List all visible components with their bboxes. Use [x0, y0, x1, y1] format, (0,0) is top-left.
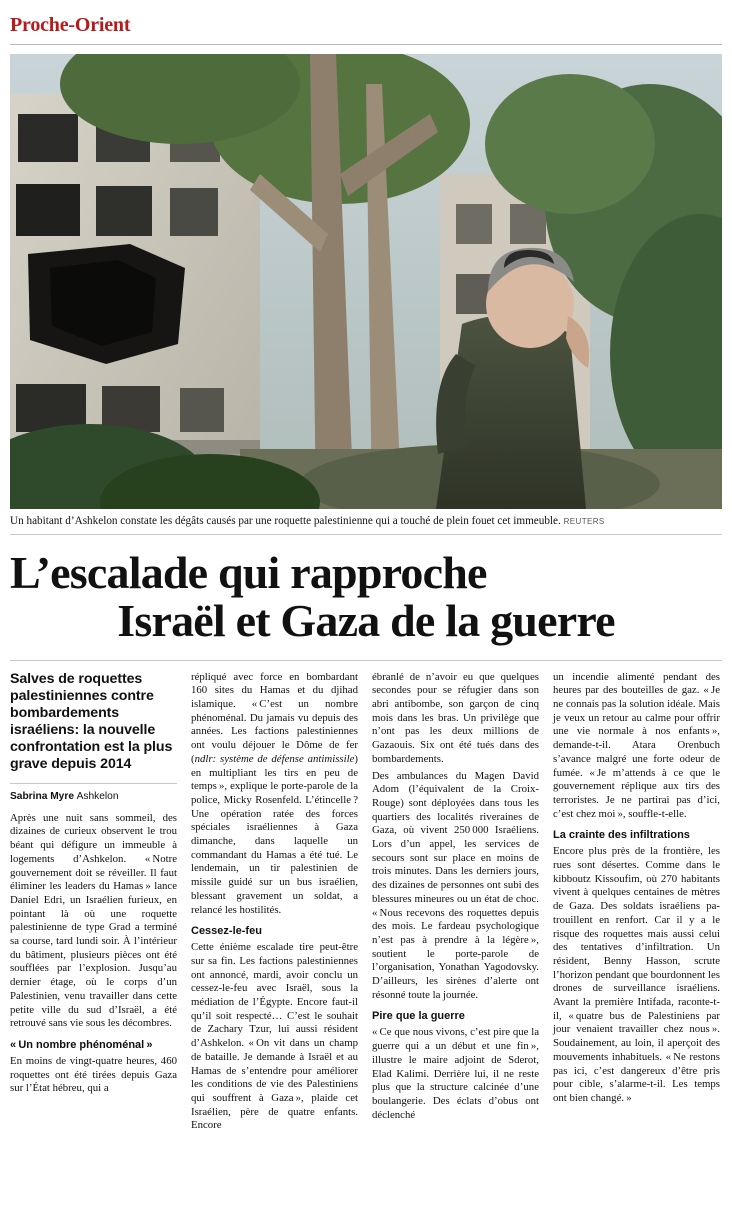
subhead: Cessez-le-feu [191, 925, 262, 938]
headline-line-1: L’escalade qui rapproche [10, 547, 487, 598]
standfirst: Salves de roquettes palestiniennes contre bombardements israéliens: la nouvelle confrontation est la plus grave depuis 2014 [10, 670, 173, 772]
byline-location: Ashkelon [76, 790, 119, 802]
paragraph: Des ambulances du Magen David Adom (l’équivalent de la Croix-Rouge) sont déployées dans tous les quartiers des localités riveraines de Gaza, où vivent 250 000 Israéliens. Lors d’un appel, les services de secours sont sur place en moins de trois minutes. Dans les derniers jours, des dizaines de personnes ont subi des blessures mineures ou un état de choc. « Nous recevons des roquettes depuis des mois. Le fardeau psychologique n’est pas à prendre à la légère », soutient le porte-parole de l’organisation, Yonathan Yagodovsky. D’ailleurs, les sirènes d’alerte ont résonné toute la journée. [372, 769, 539, 1001]
subhead: La crainte des infiltrations [553, 829, 690, 842]
subhead: « Un nombre phénoménal » [10, 1038, 153, 1051]
photo-credit: REUTERS [563, 517, 605, 526]
photo-caption-text: Un habitant d’Ashkelon constate les dégâts causés par une roquette palestinienne qui a touché de plein fouet cet immeuble. [10, 515, 561, 527]
column-1 [10, 671, 177, 1133]
paragraph: En moins de vingt-quatre heures, 460 roquettes ont été tirées depuis Gaza sur l’État hébreu, qui a [10, 1054, 177, 1095]
column-2 [191, 671, 358, 1133]
byline [10, 783, 177, 804]
paragraph: Après une nuit sans sommeil, des dizaines de curieux observent le trou béant qui défigure un immeuble à logements d’Ashkelon. « Notre gouvernement doit se réveiller. Il faut éliminer les leaders du Hamas » lance Daniel Edri, un Israélien furieux, en pointant là où une roquette palestinienne de type Grad a terminé sa course, tard lundi soir. À l’intérieur du bâtiment, plusieurs pièces ont été soufflées par l’explosion. Jusqu’au dernier étage, où le corps d’un Palestinien, venu travailler dans cette petite ville du sud d’Israël, a été retrouvé sans vie sous les décombres. [10, 811, 177, 1030]
paragraph: « Ce que nous vivons, c’est pire que la guerre qui a un début et une fin », illustre le maire adjoint de Sderot, Elad Kalimi. Derrière lui, il ne reste plus que la structure calcinée d’une boulangerie. Des éclats d’obus ont déclenché [372, 1026, 539, 1121]
headline-line-2: Israël et Gaza de la guerre [117, 595, 615, 647]
photo-illustration [10, 54, 722, 509]
paragraph: Cette énième escalade tire peut-être sur sa fin. Les factions palestiniennes ont annoncé, mardi, avoir conclu un cessez-le-feu avec Israël, sous la médiation de l’Égypte. Encore faut-il qu’il soit respecté… C’est le souhait de Zachary Tzur, lui aussi résident d’Ashkelon. « On vit dans un champ de bataille. Je demande à Israël et au Hamas de s’entendre pour améliorer les conditions de vie des Palestiniens qui souffrent à Gaza », plaide cet Israélien, père de quatre enfants. Encore [191, 941, 358, 1132]
byline-author: Sabrina Myre [10, 790, 74, 802]
subhead: Pire que la guerre [372, 1010, 465, 1023]
photo-caption [10, 509, 722, 535]
section-kicker-wrapper [10, 14, 722, 45]
article-photo [10, 54, 722, 509]
paragraph: répliqué avec force en bombardant 160 sites du Hamas et du djihad islamique. « C’est un nombre phénoménal. Du jamais vu depuis des années. Les factions palestiniennes ont voulu déjouer le Dôme de fer (ndlr: système de défense antimissile) en multipliant les tirs en peu de temps », explique le porte-parole de la police, Micky Rosenfeld. L’étincelle ? Une opération ratée des forces spéciales israéliennes à Gaza dimanche, dans laquelle un commandant du Hamas a été tué. Le lendemain, un tir palestinien de missile guidé sur un bus israélien, blessant gravement un soldat, a relancé les hostilités. [191, 670, 358, 916]
column-4 [553, 671, 720, 1133]
article-columns [10, 671, 722, 1133]
column-3 [372, 671, 539, 1133]
page-title [10, 549, 722, 656]
paragraph: ébranlé de n’avoir eu que quelques secondes pour se réfugier dans son abri antibombe, son garçon de cinq mois dans les bras. Un privilège que n’ont pas les deux millions de Gazaouis. Six ont été tués dans des bombardements. [372, 670, 539, 765]
section-kicker: Proche-Orient [10, 14, 131, 36]
headline-divider [10, 660, 722, 661]
paragraph: un incendie alimenté pendant des heures par des bouteilles de gaz. « Je ne connais pas la solution idéale. Mais je veux un retour au calme pour offrir une vie normale à nos enfants », demande-t-il. Atara Orenbuch s’avance malgré une forte odeur de fumée. « Je m’attends à ce que le gouvernement réplique aux tirs des terroristes. Je ne partirai pas d’ici, c’est chez moi », souffle-t-elle. [553, 670, 720, 820]
paragraph: Encore plus près de la frontière, les rues sont désertes. Comme dans le kibboutz Kissoufim, où 270 habitants vivent à quelques centaines de mètres de Gaza. Des soldats israéliens pa-trouillent en renfort. Car il y a le risque des roquettes mais aussi celui des tentatives d’infiltration. Un résident, Benny Hasson, scrute l’horizon pendant que bourdonnent les drones de surveillance israéliens. Avant la première Intifada, raconte-t-il, « quatre bus de Palestiniens par jour venaient travailler chez nous ». Soudainement, au loin, il aperçoit des mouvements inhabituels. « Ne restons pas ici, c’est dangereux d’être pris pour cible, s’alarme-t-il. Les temps ont bien changé. » [553, 845, 720, 1104]
